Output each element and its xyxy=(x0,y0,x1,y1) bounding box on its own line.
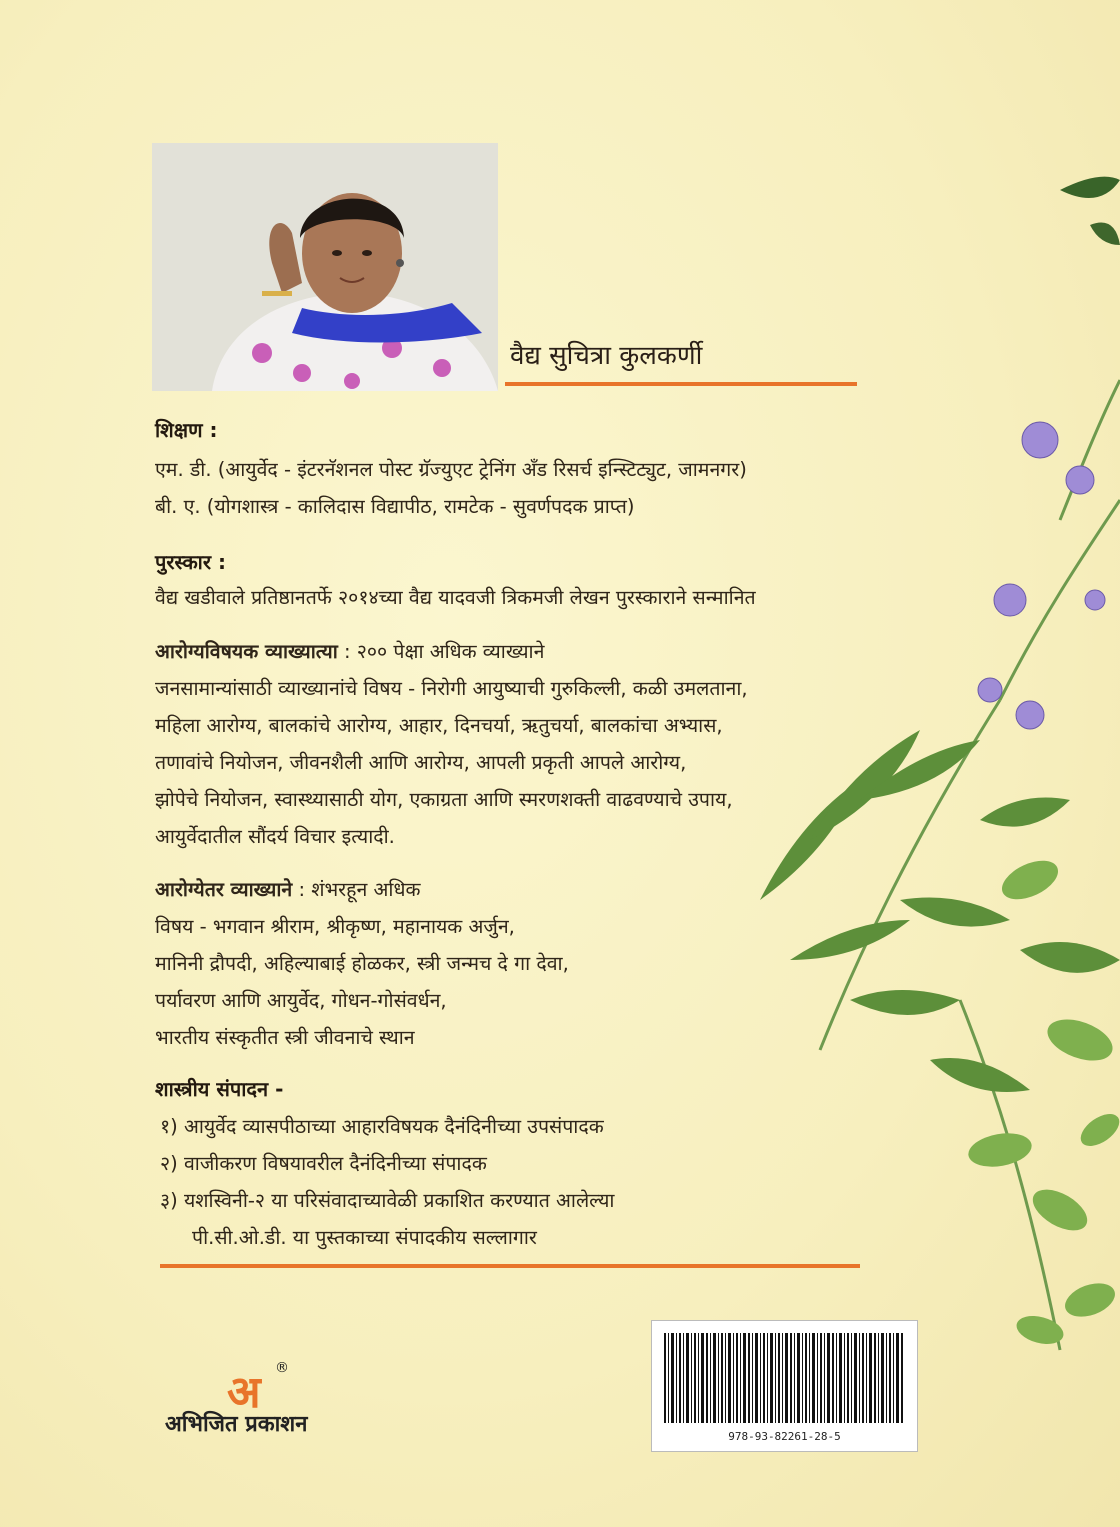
health-lectures-heading-line xyxy=(155,637,544,664)
awards-heading: पुरस्कार : xyxy=(155,550,227,574)
author-name: वैद्य सुचित्रा कुलकर्णी xyxy=(510,341,703,371)
health-lectures-line-4: झोपेचे नियोजन, स्वास्थ्यासाठी योग, एकाग्रता आणि स्मरणशक्ती वाढवण्याचे उपाय, xyxy=(155,788,733,811)
health-lectures-count: : २०० पेक्षा अधिक व्याख्याने xyxy=(337,640,545,663)
other-lectures-heading: आरोग्येतर व्याख्याने xyxy=(155,878,293,901)
other-lectures-line-1: विषय - भगवान श्रीराम, श्रीकृष्ण, महानायक अर्जुन, xyxy=(155,915,515,938)
divider-bottom xyxy=(160,1264,860,1268)
barcode-bars xyxy=(664,1333,904,1423)
isbn-barcode xyxy=(651,1320,918,1452)
other-lectures-heading-line xyxy=(155,875,420,902)
divider-top xyxy=(505,382,857,386)
health-lectures-heading: आरोग्यविषयक व्याख्यात्या xyxy=(155,640,338,663)
health-lectures-line-1: जनसामान्यांसाठी व्याख्यानांचे विषय - निरोगी आयुष्याची गुरुकिल्ली, कळी उमलताना, xyxy=(155,677,748,700)
editing-line-2: २) वाजीकरण विषयावरील दैनंदिनीच्या संपादक xyxy=(160,1152,487,1175)
health-lectures-line-3: तणावांचे नियोजन, जीवनशैली आणि आरोग्य, आपली प्रकृती आपले आरोग्य, xyxy=(155,751,687,774)
herb-illustration xyxy=(700,0,1120,1527)
editing-line-1: १) आयुर्वेद व्यासपीठाच्या आहारविषयक दैनंदिनीच्या उपसंपादक xyxy=(160,1115,604,1138)
publisher-mark: अ xyxy=(227,1367,261,1418)
other-lectures-count: : शंभरहून अधिक xyxy=(292,878,421,901)
awards-line-1: वैद्य खडीवाले प्रतिष्ठानतर्फे २०१४च्या वैद्य यादवजी त्रिकमजी लेखन पुरस्काराने सन्मानित xyxy=(155,586,756,609)
author-photo xyxy=(152,143,498,391)
health-lectures-line-5: आयुर्वेदातील सौंदर्य विचार इत्यादी. xyxy=(155,825,395,848)
editing-heading: शास्त्रीय संपादन - xyxy=(155,1077,284,1101)
isbn-number: 978-93-82261-28-5 xyxy=(728,1430,841,1443)
education-line-1: एम. डी. (आयुर्वेद - इंटरनॅशनल पोस्ट ग्रॅज्युएट ट्रेनिंग अँड रिसर्च इन्स्टिट्युट, जामनगर) xyxy=(155,458,747,481)
health-lectures-line-2: महिला आरोग्य, बालकांचे आरोग्य, आहार, दिनचर्या, ऋतुचर्या, बालकांचा अभ्यास, xyxy=(155,714,723,737)
editing-line-3: ३) यशस्विनी-२ या परिसंवादाच्यावेळी प्रकाशित करण्यात आलेल्या xyxy=(160,1189,615,1212)
registered-mark: ® xyxy=(275,1360,289,1376)
other-lectures-line-2: मानिनी द्रौपदी, अहिल्याबाई होळकर, स्त्री जन्मच दे गा देवा, xyxy=(155,952,569,975)
other-lectures-line-4: भारतीय संस्कृतीत स्त्री जीवनाचे स्थान xyxy=(155,1026,415,1049)
education-heading: शिक्षण : xyxy=(155,418,218,442)
education-line-2: बी. ए. (योगशास्त्र - कालिदास विद्यापीठ, रामटेक - सुवर्णपदक प्राप्त) xyxy=(155,495,635,518)
other-lectures-line-3: पर्यावरण आणि आयुर्वेद, गोधन-गोसंवर्धन, xyxy=(155,989,447,1012)
editing-line-4: पी.सी.ओ.डी. या पुस्तकाच्या संपादकीय सल्लागार xyxy=(192,1226,537,1249)
publisher-name: अभिजित प्रकाशन xyxy=(165,1412,308,1437)
publisher-logo xyxy=(165,1360,345,1440)
